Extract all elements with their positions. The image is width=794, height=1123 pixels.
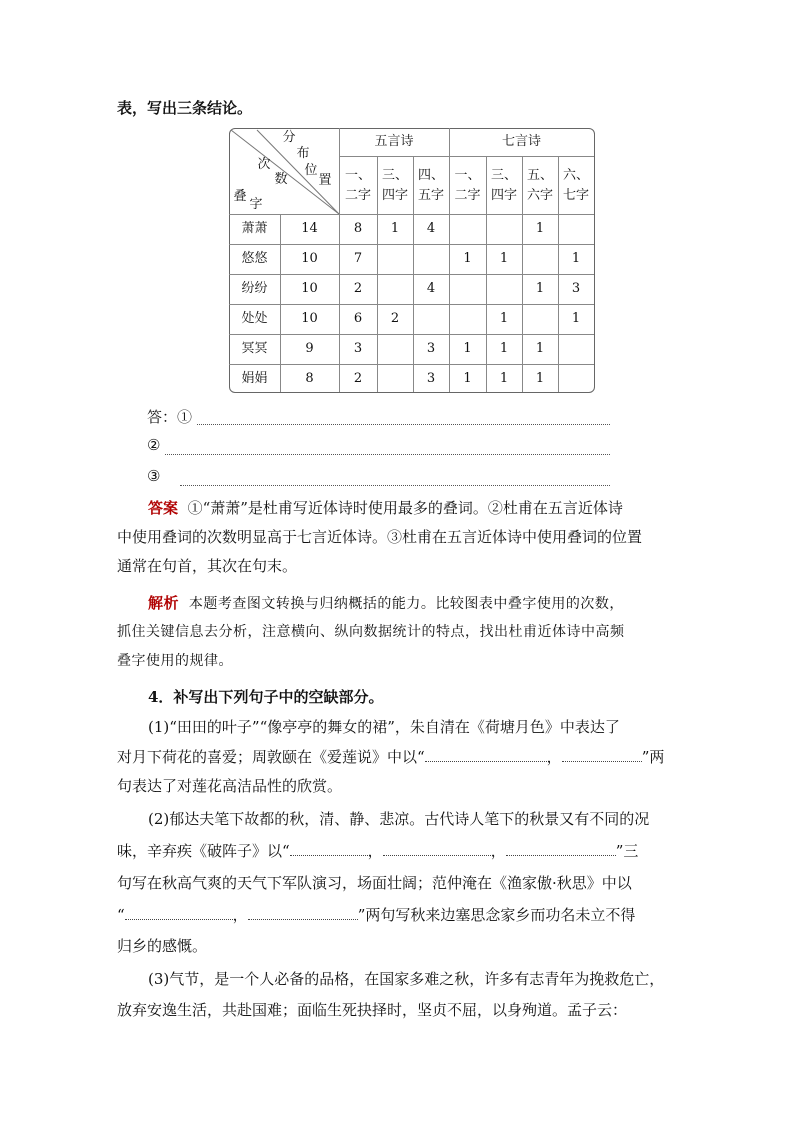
table-cell: 2 <box>353 371 363 386</box>
sub-header-cell: 五、 <box>526 168 553 183</box>
row-word: 娟娟 <box>241 371 268 386</box>
table-cell: 3 <box>571 281 581 296</box>
table-cell: 1 <box>390 221 400 236</box>
table-cell: 3 <box>353 341 363 356</box>
corner-top-char: 位 <box>304 163 318 178</box>
table-cell: 3 <box>426 371 436 386</box>
sub-header-cell: 二字 <box>454 188 481 203</box>
answer-blank-3[interactable] <box>180 485 610 486</box>
row-word: 处处 <box>241 311 268 326</box>
q4-p2-line-1: (2)郁达夫笔下故都的秋，清、静、悲凉。古代诗人笔下的秋景又有不同的况 <box>148 810 650 828</box>
analysis-tag: 解析 <box>148 594 180 612</box>
table-cell: 4 <box>426 281 436 296</box>
answer-item-2: ② <box>147 436 161 454</box>
table-cell: 1 <box>535 341 545 356</box>
row-count: 10 <box>301 311 318 326</box>
sub-header-cell: 七字 <box>562 188 589 203</box>
sub-header-cell: 四字 <box>490 188 517 203</box>
sub-header-cell: 三、 <box>381 168 408 183</box>
row-count: 8 <box>305 371 314 386</box>
analysis-line-2: 抓住关键信息去分析，注意横向、纵向数据统计的特点，找出杜甫近体诗中高频 <box>117 624 625 640</box>
q4-p1-line-3: 句表达了对莲花高洁品性的欣赏。 <box>117 777 343 795</box>
q4-p2-line-4: “ ， ”两句写秋来边塞思念家乡而功名未立不得 <box>117 906 636 924</box>
table-cell: 2 <box>353 281 363 296</box>
fill-blank[interactable] <box>562 747 642 762</box>
fill-blank[interactable] <box>248 905 358 920</box>
table-cell: 1 <box>535 281 545 296</box>
answer-line-2: 中使用叠词的次数明显高于七言近体诗。③杜甫在五言近体诗中使用叠词的位置 <box>117 528 643 546</box>
answer-line-1: 答案 ①“萧萧”是杜甫写近体诗时使用最多的叠词。②杜甫在五言近体诗 <box>148 499 623 517</box>
sub-header-cell: 四、 <box>417 168 444 183</box>
table-cell: 3 <box>426 341 436 356</box>
row-line <box>229 244 594 245</box>
table-cell: 7 <box>353 251 363 266</box>
fill-blank[interactable] <box>506 841 616 856</box>
corner-top-char: 布 <box>296 146 310 161</box>
row-line <box>229 274 594 275</box>
answer-blank-1[interactable] <box>197 424 610 425</box>
row-count: 10 <box>301 281 318 296</box>
sub-header-cell: 六字 <box>526 188 553 203</box>
table-cell: 8 <box>353 221 363 236</box>
table-cell: 1 <box>499 311 509 326</box>
row-word: 冥冥 <box>241 341 268 356</box>
corner-mid-char: 次 <box>257 157 271 172</box>
sub-header-cell: 五字 <box>417 188 444 203</box>
answer-tag: 答案 <box>148 499 179 517</box>
analysis-line-1: 解析 本题考查图文转换与归纳概括的能力。比较图表中叠字使用的次数， <box>148 594 624 612</box>
table-cell: 1 <box>499 251 509 266</box>
table-cell: 4 <box>426 221 436 236</box>
row-word: 纷纷 <box>241 281 268 296</box>
table-cell: 1 <box>463 371 472 386</box>
fill-blank[interactable] <box>290 841 368 856</box>
group-header-five: 五言诗 <box>374 134 414 149</box>
q4-p2-line-5: 归乡的感慨。 <box>117 937 208 955</box>
row-line <box>229 334 594 335</box>
sub-header-cell: 四字 <box>381 188 408 203</box>
fill-blank[interactable] <box>125 905 233 920</box>
table-cell: 1 <box>571 311 581 326</box>
corner-bottom-char: 叠 <box>233 189 247 204</box>
q4-p1-line-1: (1)“田田的叶子”“像亭亭的舞女的裙”，朱自清在《荷塘月色》中表达了 <box>148 718 620 736</box>
answer-item-3: ③ <box>147 467 161 485</box>
row-line <box>229 304 594 305</box>
table-cell: 1 <box>571 251 581 266</box>
q4-p2-line-2: 味，辛弃疾《破阵子》以“ ， ， ”三 <box>117 842 639 860</box>
fill-blank[interactable] <box>425 747 547 762</box>
row-count: 14 <box>301 221 318 236</box>
corner-top-char: 置 <box>318 173 332 188</box>
table-cell: 1 <box>535 371 545 386</box>
q4-p2-line-3: 句写在秋高气爽的天气下军队演习，场面壮阔；范仲淹在《渔家傲·秋思》中以 <box>117 874 632 892</box>
fill-blank[interactable] <box>383 841 491 856</box>
row-word: 悠悠 <box>241 251 268 266</box>
row-count: 10 <box>301 251 318 266</box>
row-line <box>229 364 594 365</box>
sub-header-cell: 二字 <box>344 188 371 203</box>
analysis-line-3: 叠字使用的规律。 <box>117 653 233 669</box>
q4-p1-line-2: 对月下荷花的喜爱；周敦颐在《爱莲说》中以“ ， ”两 <box>117 748 665 766</box>
sub-header-cell: 三、 <box>490 168 517 183</box>
table-cell: 1 <box>535 221 545 236</box>
answer-line-3: 通常在句首，其次在句末。 <box>117 557 298 575</box>
table-cell: 2 <box>390 311 400 326</box>
question-4-title: 4．补写出下列句子中的空缺部分。 <box>148 688 384 706</box>
table-cell: 6 <box>353 311 363 326</box>
q4-p3-line-2: 放弃安逸生活，共赴国难；面临生死抉择时，坚贞不屈，以身殉道。孟子云： <box>117 1001 628 1019</box>
group-header-seven: 七言诗 <box>501 134 541 149</box>
col-line <box>280 214 281 392</box>
intro-text: 表，写出三条结论。 <box>117 99 253 117</box>
table-cell: 1 <box>463 251 472 266</box>
corner-mid-char: 数 <box>274 172 288 187</box>
statistics-table <box>229 128 595 393</box>
answer-label: 答：① <box>147 408 193 426</box>
table-cell: 1 <box>463 341 472 356</box>
row-count: 9 <box>305 341 314 356</box>
sub-header-cell: 一、 <box>344 168 371 183</box>
sub-header-cell: 一、 <box>454 168 481 183</box>
corner-top-char: 分 <box>282 130 296 145</box>
table-cell: 1 <box>499 371 509 386</box>
sub-header-cell: 六、 <box>562 168 589 183</box>
corner-bottom-char: 字 <box>249 197 263 212</box>
table-cell: 1 <box>499 341 509 356</box>
answer-blank-2[interactable] <box>165 454 610 455</box>
row-word: 萧萧 <box>241 221 268 236</box>
q4-p3-line-1: (3)气节，是一个人必备的品格，在国家多难之秋，许多有志青年为挽救危亡， <box>148 970 665 988</box>
